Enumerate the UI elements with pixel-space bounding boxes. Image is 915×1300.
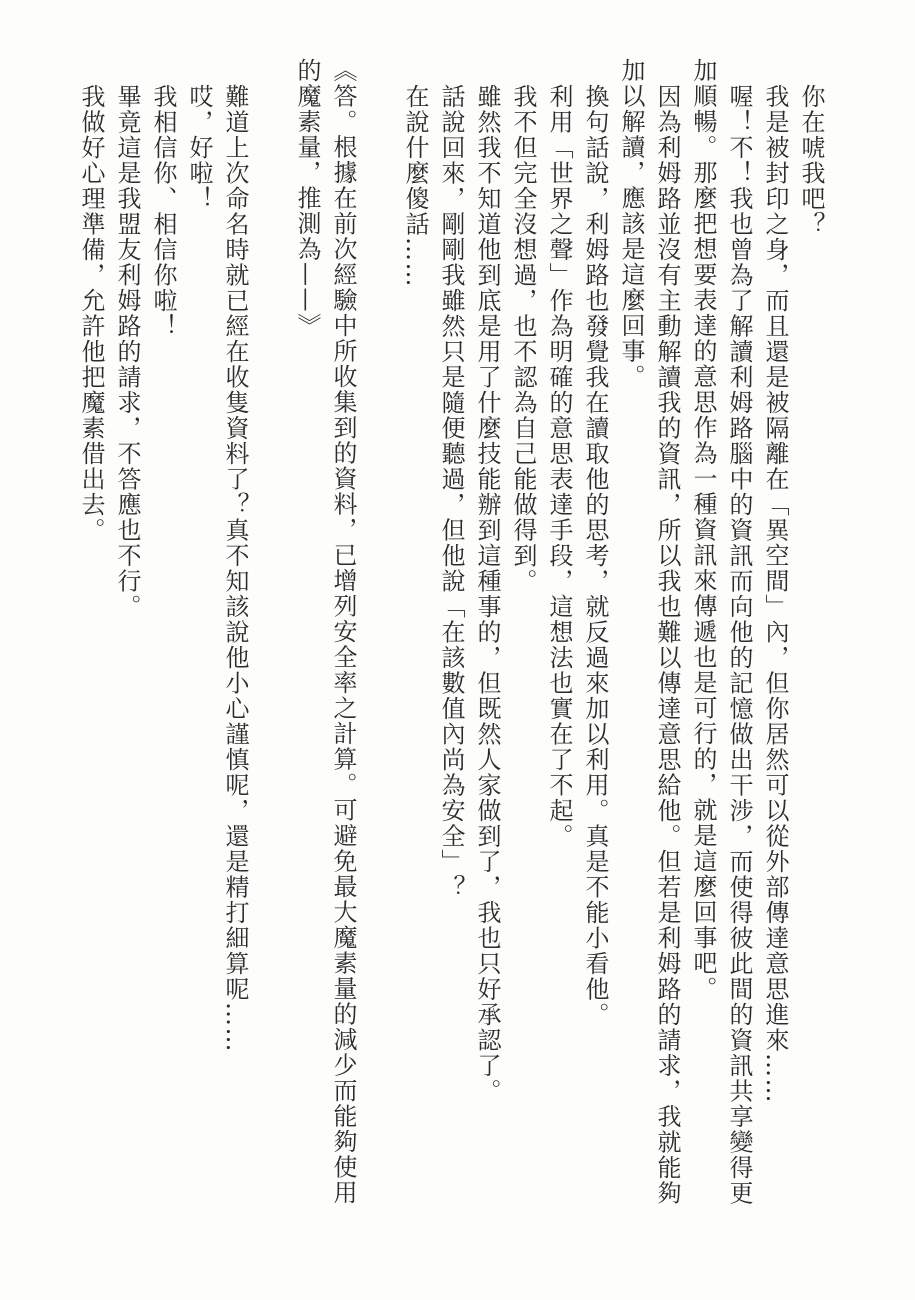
text-column: 的魔素量，推測為——》 [293,58,321,339]
text-column: 雖然我不知道他到底是用了什麼技能辦到這種事的，但既然人家做到了，我也只好承認了。 [473,84,501,1104]
text-column: 我不但完全沒想過，也不認為自己能做得到。 [509,84,537,594]
text-column: 加順暢。那麼把想要表達的意思作為一種資訊來傳遞也是可行的，就是這麼回事吧。 [689,58,717,1002]
text-column: 我做好心理準備，允許他把魔素借出去。 [77,84,105,543]
text-column: 難道上次命名時就已經在收隻資料了？真不知該說他小心謹慎呢，還是精打細算呢…… [221,84,249,1053]
text-column: 因為利姆路並沒有主動解讀我的資訊，所以我也難以傳達意思給他。但若是利姆路的請求，我就能夠 [653,84,681,1206]
text-column: 《答。根據在前次經驗中所收集到的資料，已增列安全率之計算。可避免最大魔素量的減少而能夠使用 [329,58,357,1206]
text-column: 在說什麼傻話…… [401,84,429,288]
text-column: 話說回來，剛剛我雖然只是隨便聽過，但他說「在該數值內尚為安全」？ [437,84,465,900]
text-column: 換句話說，利姆路也發覺我在讀取他的思考，就反過來加以利用。真是不能小看他。 [581,84,609,1028]
text-column: 我相信你、相信你啦！ [149,84,177,339]
text-block [73,58,829,1210]
text-column: 利用「世界之聲」作為明確的意思表達手段，這想法也實在了不起。 [545,84,573,849]
text-column: 你在唬我吧？ [797,84,825,237]
text-column: 我是被封印之身，而且還是被隔離在「異空間」內，但你居然可以從外部傳達意思進來…… [761,84,789,1104]
text-column: 喔！不！我也曾為了解讀利姆路腦中的資訊而向他的記憶做出干涉，而使得彼此間的資訊共享變得更 [725,84,753,1206]
text-column: 畢竟這是我盟友利姆路的請求，不答應也不行。 [113,84,141,620]
text-column: 哎，好啦！ [185,84,213,212]
text-column: 加以解讀，應該是這麼回事。 [617,58,645,390]
